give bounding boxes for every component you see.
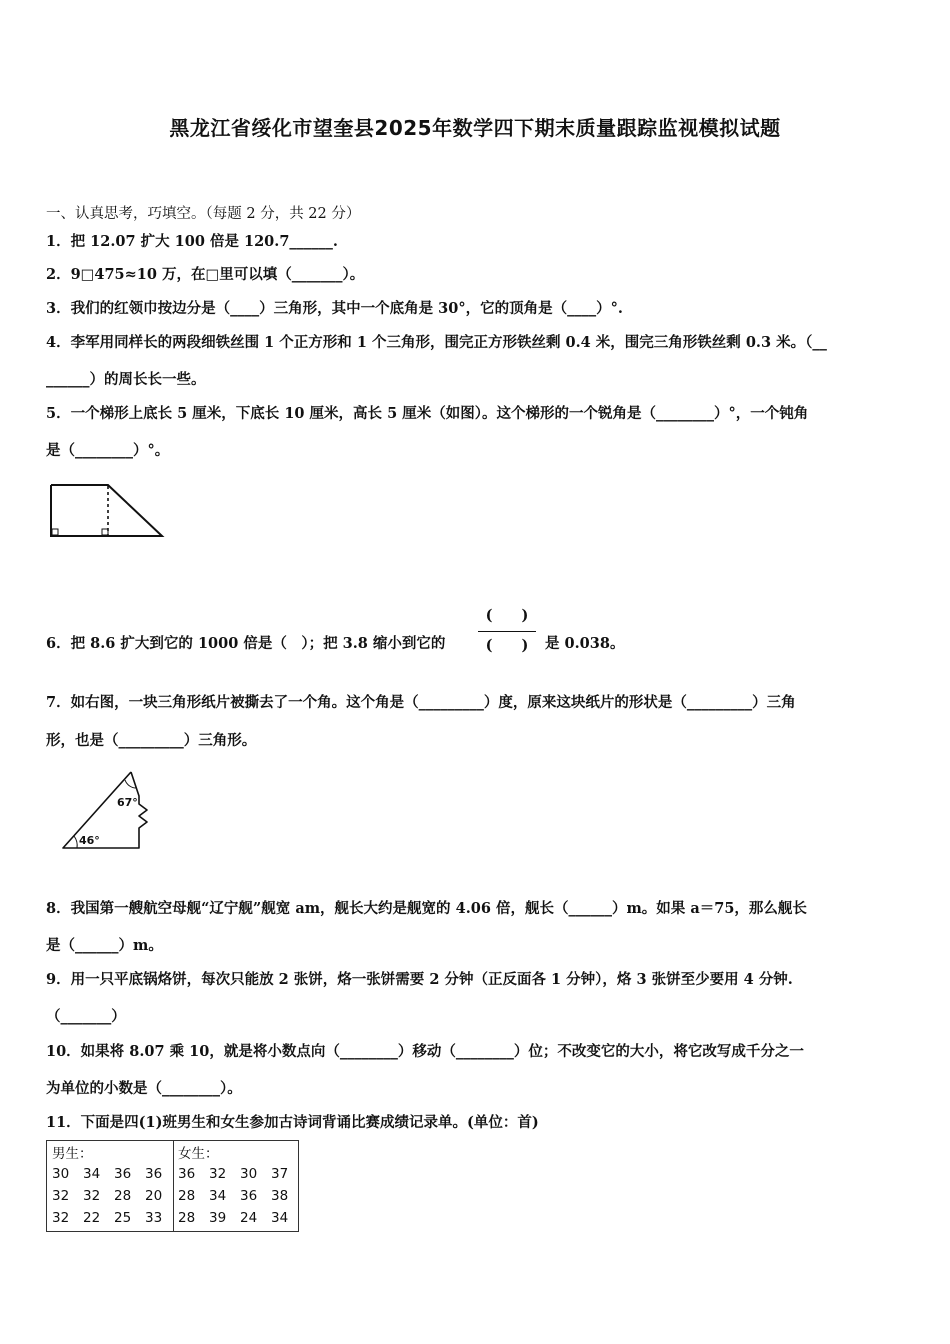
table-cell: 36 bbox=[145, 1166, 163, 1182]
table-row bbox=[48, 1207, 172, 1229]
table-cell: 24 bbox=[240, 1210, 258, 1226]
question-5-line1: 5．一个梯形上底长 5 厘米，下底长 10 厘米，高长 5 厘米（如图）。这个梯形的一个锐角是（________）°，一个钝角 bbox=[46, 405, 809, 422]
table-cell: 28 bbox=[114, 1188, 132, 1204]
table-cell: 22 bbox=[83, 1210, 101, 1226]
table-cell: 37 bbox=[271, 1166, 289, 1182]
table-row bbox=[48, 1185, 172, 1207]
question-6-part2: 是 0.038。 bbox=[545, 635, 625, 652]
table-cell: 34 bbox=[209, 1188, 227, 1204]
question-8-line1: 8．我国第一艘航空母舰“辽宁舰”舰宽 am，舰长大约是舰宽的 4.06 倍，舰长（______）m。如果 a＝75，那么舰长 bbox=[46, 900, 807, 917]
table-cell: 32 bbox=[52, 1188, 70, 1204]
boys-label: 男生： bbox=[52, 1146, 93, 1162]
question-10-line1: 10．如果将 8.07 乘 10，就是将小数点向（________）移动（________）位；不改变它的大小，将它改写成千分之一 bbox=[46, 1043, 804, 1060]
question-7-line2: 形，也是（_________）三角形。 bbox=[46, 732, 257, 749]
question-4-line1: 4．李军用同样长的两段细铁丝围 1 个正方形和 1 个三角形，围完正方形铁丝剩 0.4 米，围完三角形铁丝剩 0.3 米。（__ bbox=[46, 334, 827, 351]
question-2: 2．9□475≈10 万，在□里可以填（_______）。 bbox=[46, 266, 365, 283]
table-cell: 36 bbox=[114, 1166, 132, 1182]
question-8-line2: 是（______）m。 bbox=[46, 937, 163, 954]
page-title: 黑龙江省绥化市望奎县2025年数学四下期末质量跟踪监视模拟试题 bbox=[169, 116, 781, 140]
girls-score-table bbox=[174, 1141, 298, 1229]
fraction-denominator: ( ) bbox=[485, 637, 529, 654]
torn-triangle-figure bbox=[55, 766, 175, 861]
girls-label: 女生： bbox=[178, 1146, 219, 1162]
trapezoid-figure bbox=[40, 474, 180, 574]
table-cell: 32 bbox=[83, 1188, 101, 1204]
table-cell: 20 bbox=[145, 1188, 163, 1204]
question-7-line1: 7．如右图，一块三角形纸片被撕去了一个角。这个角是（_________）度，原来这块纸片的形状是（_________）三角 bbox=[46, 694, 796, 711]
table-row bbox=[174, 1207, 298, 1229]
table-cell: 32 bbox=[52, 1210, 70, 1226]
table-cell: 32 bbox=[209, 1166, 227, 1182]
table-cell: 38 bbox=[271, 1188, 289, 1204]
question-6-part1: 6．把 8.6 扩大到它的 1000 倍是（ ）；把 3.8 缩小到它的 bbox=[46, 635, 446, 652]
question-11: 11．下面是四(1)班男生和女生参加古诗词背诵比赛成绩记录单。(单位：首) bbox=[46, 1114, 539, 1131]
section-heading: 一、认真思考，巧填空。（每题 2 分，共 22 分） bbox=[46, 206, 361, 222]
table-row bbox=[174, 1185, 298, 1207]
question-4-line2: ______）的周长长一些。 bbox=[46, 371, 206, 388]
table-cell: 28 bbox=[178, 1210, 196, 1226]
table-cell: 33 bbox=[145, 1210, 163, 1226]
boys-score-table bbox=[48, 1141, 172, 1229]
table-cell: 30 bbox=[240, 1166, 258, 1182]
table-row bbox=[174, 1163, 298, 1185]
question-1: 1．把 12.07 扩大 100 倍是 120.7______. bbox=[46, 233, 338, 250]
table-cell: 28 bbox=[178, 1188, 196, 1204]
angle-label-67: 67° bbox=[117, 796, 138, 809]
question-5-line2: 是（________）°。 bbox=[46, 442, 170, 459]
angle-label-46: 46° bbox=[79, 834, 100, 847]
table-cell: 25 bbox=[114, 1210, 132, 1226]
question-9-line1: 9．用一只平底锅烙饼，每次只能放 2 张饼，烙一张饼需要 2 分钟（正反面各 1 分钟），烙 3 张饼至少要用 4 分钟. bbox=[46, 971, 793, 988]
table-cell: 34 bbox=[271, 1210, 289, 1226]
question-9-line2: （_______） bbox=[46, 1008, 126, 1025]
question-10-line2: 为单位的小数是（________）。 bbox=[46, 1080, 242, 1097]
table-cell: 34 bbox=[83, 1166, 101, 1182]
fraction-blank bbox=[476, 604, 538, 658]
table-row bbox=[48, 1163, 172, 1185]
table-cell: 30 bbox=[52, 1166, 70, 1182]
question-3: 3．我们的红领巾按边分是（____）三角形，其中一个底角是 30°，它的顶角是（____）°. bbox=[46, 300, 623, 317]
table-cell: 39 bbox=[209, 1210, 227, 1226]
fraction-numerator: ( ) bbox=[485, 607, 529, 624]
table-cell: 36 bbox=[178, 1166, 196, 1182]
table-cell: 36 bbox=[240, 1188, 258, 1204]
